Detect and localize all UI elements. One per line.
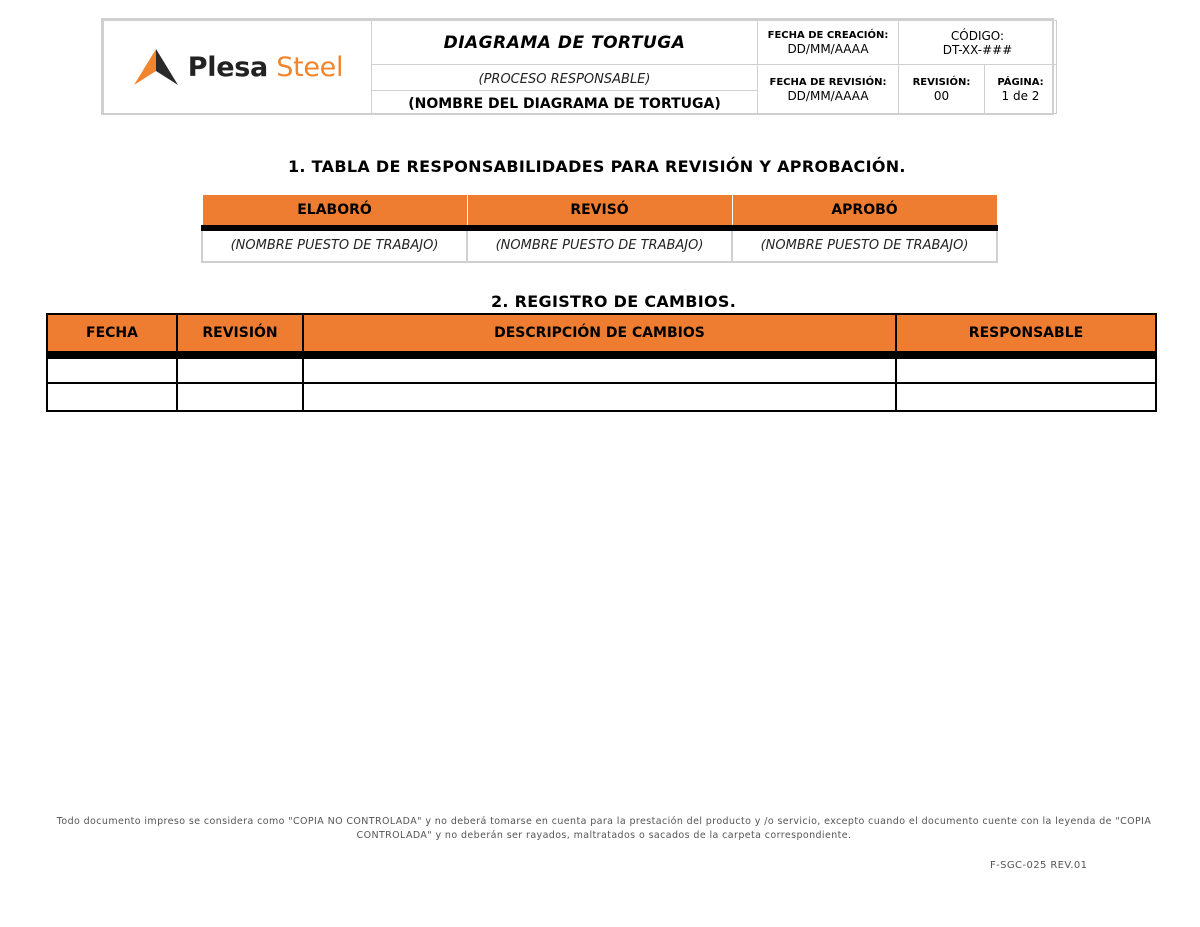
creation-date-value: DD/MM/AAAA [787, 42, 869, 56]
diagram-name-cell [372, 91, 758, 114]
review-date-label: FECHA DE REVISIÓN: [769, 76, 887, 88]
responsibility-table [201, 194, 998, 263]
code-cell [899, 21, 1057, 65]
logo-mark-icon [132, 47, 180, 87]
log-header-responsable: RESPONSABLE [896, 314, 1156, 355]
uncontrolled-copy-notice: Todo documento impreso se considera como "COPIA NO CONTROLADA" y no deberá tomarse en cuenta para la prestación del producto y /o servicio, excepto cuando el documento cuente con la leyenda de "COPIA CONTROLADA" y no deberán ser rayados, maltratados o sacados de la carpeta correspondiente. [56, 816, 1152, 841]
code-value: DT-XX-### [942, 42, 1013, 57]
table-row [47, 383, 1156, 411]
logo-cell [104, 21, 372, 114]
diagram-name: (NOMBRE DEL DIAGRAMA DE TORTUGA) [408, 95, 721, 112]
resp-value-aprobo: (NOMBRE PUESTO DE TRABAJO) [732, 228, 997, 262]
log-cell-descripcion [303, 383, 896, 411]
section2-title: 2. REGISTRO DE CAMBIOS. [491, 292, 737, 311]
log-cell-revision [177, 355, 303, 383]
log-cell-fecha [47, 383, 177, 411]
page-label: PÁGINA: [997, 76, 1044, 88]
table-row [202, 228, 997, 262]
resp-header-reviso: REVISÓ [467, 195, 732, 228]
section1-title: 1. TABLA DE RESPONSABILIDADES PARA REVISIÓN Y APROBACIÓN. [288, 157, 906, 176]
doc-title-cell [372, 21, 758, 65]
creation-date-label: FECHA DE CREACIÓN: [767, 30, 889, 41]
logo-word-plesa: Plesa [187, 51, 268, 83]
log-header-fecha: FECHA [47, 314, 177, 355]
log-cell-fecha [47, 355, 177, 383]
document-header [101, 18, 1054, 115]
revision-value: 00 [933, 88, 950, 103]
log-cell-responsable [896, 355, 1156, 383]
page-cell [985, 65, 1057, 114]
log-header-revision: REVISIÓN [177, 314, 303, 355]
review-date-cell [758, 65, 899, 114]
form-code: F-SGC-025 REV.01 [990, 860, 1088, 871]
logo-text [188, 52, 343, 83]
resp-value-elaboro: (NOMBRE PUESTO DE TRABAJO) [202, 228, 467, 262]
process-responsible: (PROCESO RESPONSABLE) [478, 72, 651, 87]
revision-label: REVISIÓN: [912, 76, 971, 88]
log-cell-revision [177, 383, 303, 411]
creation-date-cell [758, 21, 899, 65]
page-value: 1 de 2 [1001, 88, 1040, 103]
code-label: CÓDIGO: [950, 28, 1005, 43]
log-header-descripcion: DESCRIPCIÓN DE CAMBIOS [303, 314, 896, 355]
table-row [47, 355, 1156, 383]
process-cell [372, 65, 758, 91]
logo-word-steel: Steel [276, 51, 344, 83]
change-log-table [46, 313, 1157, 412]
review-date-value: DD/MM/AAAA [787, 88, 869, 103]
resp-value-reviso: (NOMBRE PUESTO DE TRABAJO) [467, 228, 732, 262]
header-table [103, 20, 1057, 114]
log-cell-responsable [896, 383, 1156, 411]
log-cell-descripcion [303, 355, 896, 383]
doc-title: DIAGRAMA DE TORTUGA [443, 32, 686, 53]
resp-header-aprobo: APROBÓ [732, 195, 997, 228]
resp-header-elaboro: ELABORÓ [202, 195, 467, 228]
company-logo [108, 47, 367, 87]
revision-cell [899, 65, 985, 114]
